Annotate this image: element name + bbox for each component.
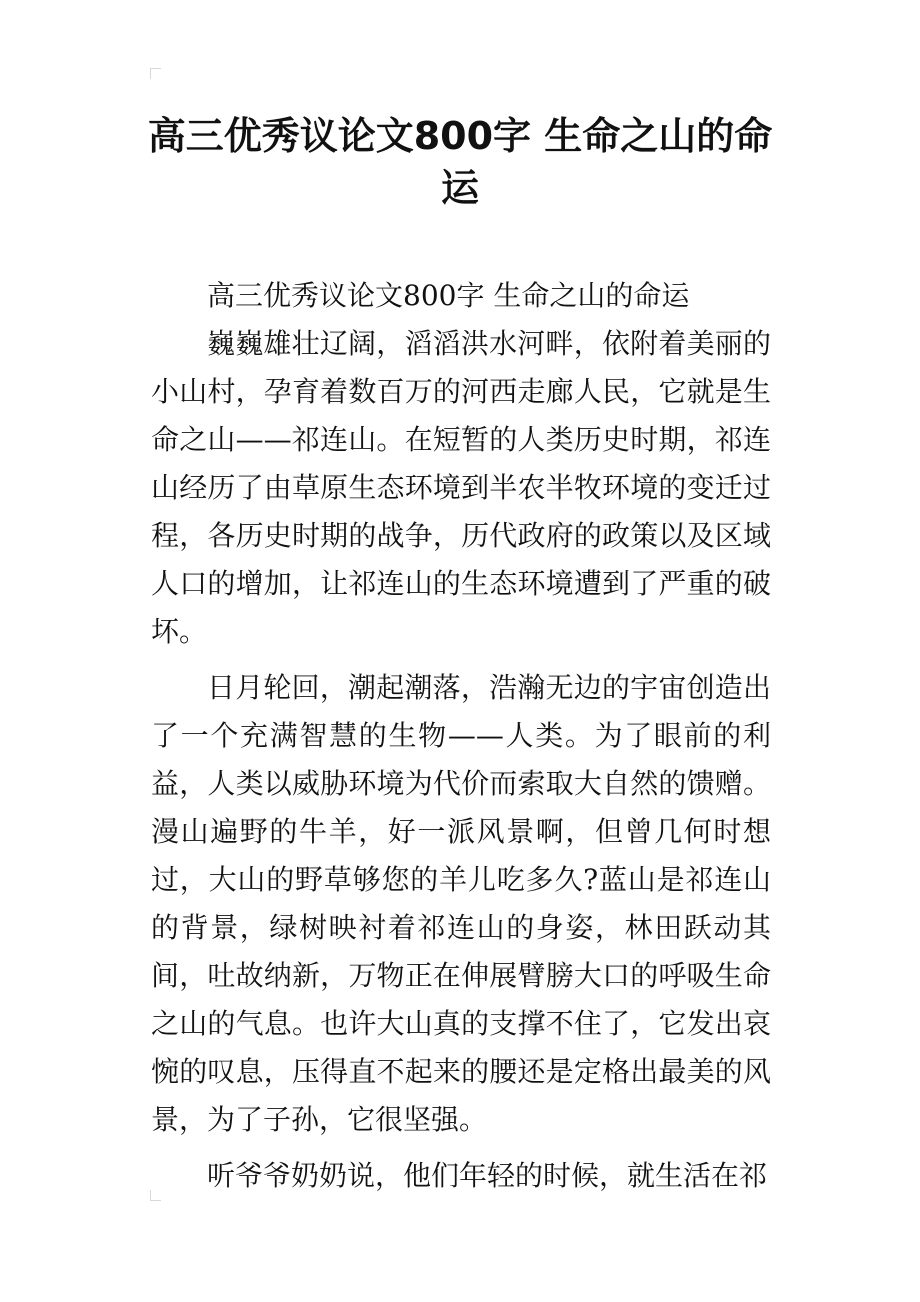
paragraph-3: 听爷爷奶奶说，他们年轻的时候，就生活在祁	[207, 1159, 768, 1192]
paragraph-2: 日月轮回，潮起潮落，浩瀚无边的宇宙创造出了一个充满智慧的生物——人类。为了眼前的利益，人类以威胁环境为代价而索取大自然的馈赠。漫山遍野的牛羊，好一派风景啊，但曾几何时想过，大山的野草够您的羊儿吃多久?蓝山是祁连山的背景，绿树映衬着祁连山的身姿，林田跃动其间，吐故纳新，万物正在伸展臂膀大口的呼吸生命之山的气息。也许大山真的支撑不住了，它发出哀惋的叹息，压得直不起来的腰还是定格出最美的风景，为了子孙，它很坚强。	[151, 671, 771, 1136]
paragraph-1: 巍巍雄壮辽阔，滔滔洪水河畔，依附着美丽的小山村，孕育着数百万的河西走廊人民，它就是生命之山——祁连山。在短暂的人类历史时期，祁连山经历了由草原生态环境到半农半牧环境的变迁过程，各历史时期的战争，历代政府的政策以及区域人口的增加，让祁连山的生态环境遭到了严重的破坏。	[151, 327, 771, 648]
page-title: 高三优秀议论文800字 生命之山的命运	[147, 114, 773, 210]
document-body	[151, 272, 771, 1208]
top-left-corner-mark	[150, 68, 161, 79]
document-subtitle: 高三优秀议论文800字 生命之山的命运	[207, 279, 690, 312]
